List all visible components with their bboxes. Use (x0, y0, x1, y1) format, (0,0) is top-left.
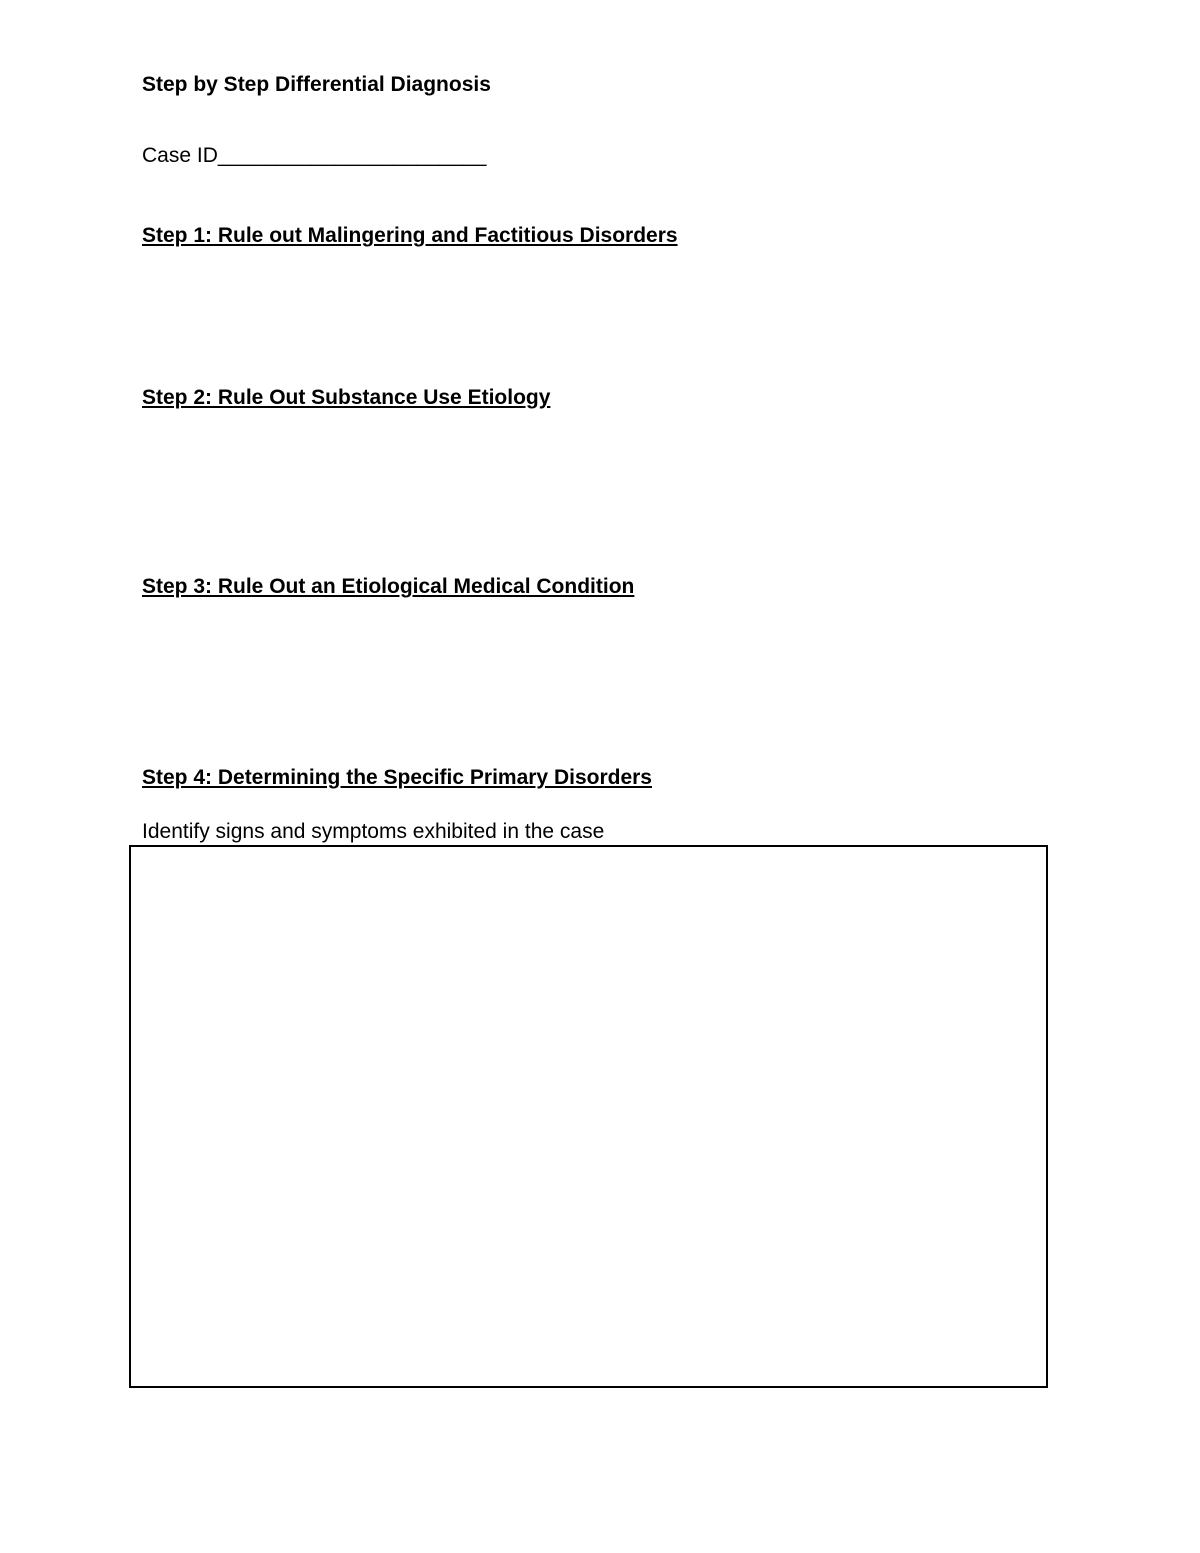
step-3-heading: Step 3: Rule Out an Etiological Medical Condition (142, 575, 635, 598)
step-4-instruction: Identify signs and symptoms exhibited in the case (142, 820, 605, 843)
step-4-heading: Step 4: Determining the Specific Primary Disorders (142, 766, 652, 789)
case-id-field[interactable]: Case ID_______________________ (142, 144, 487, 167)
step-1-heading: Step 1: Rule out Malingering and Factitious Disorders (142, 224, 678, 247)
step-2-heading: Step 2: Rule Out Substance Use Etiology (142, 386, 551, 409)
page-title: Step by Step Differential Diagnosis (142, 73, 491, 96)
signs-symptoms-answer-box[interactable] (129, 845, 1048, 1388)
